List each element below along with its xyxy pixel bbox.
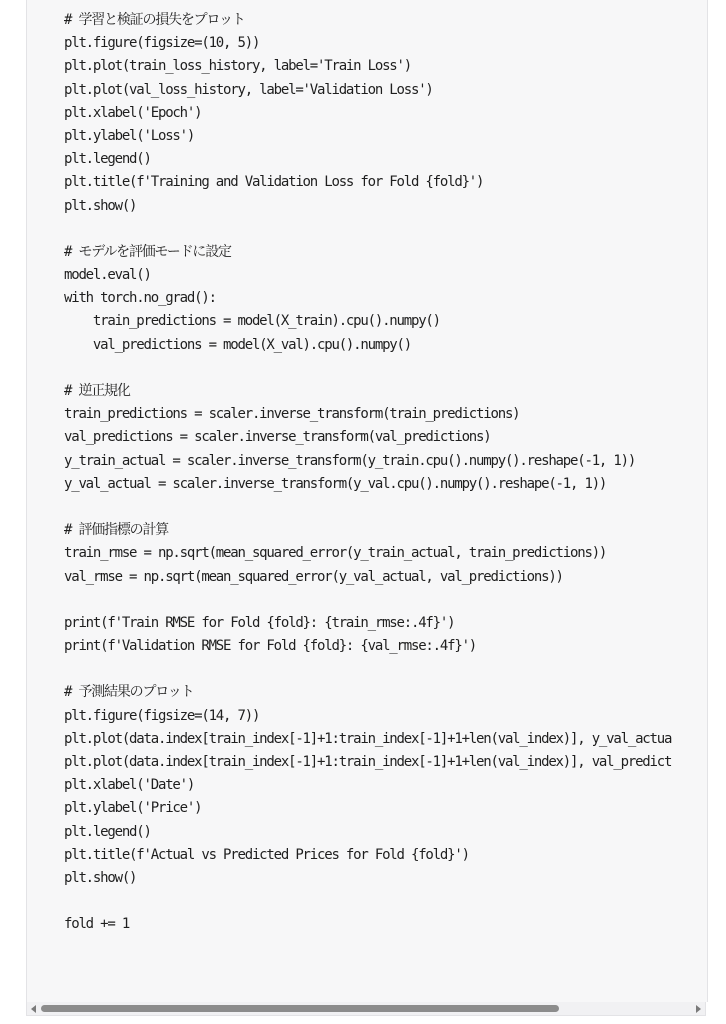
code-line: plt.xlabel('Date') bbox=[64, 777, 195, 794]
code-line: val_predictions = scaler.inverse_transform(val_predictions) bbox=[64, 429, 491, 446]
code-line bbox=[64, 496, 671, 519]
code-block[interactable] bbox=[26, 0, 708, 1002]
code-line: with torch.no_grad(): bbox=[64, 290, 216, 307]
code-line: plt.plot(data.index[train_index[-1]+1:train_index[-1]+1+len(val_index)], val_predict bbox=[64, 754, 672, 770]
code-comment-line: # 評価指標の計算 bbox=[64, 522, 169, 539]
code-line: train_predictions = scaler.inverse_transform(train_predictions) bbox=[64, 406, 520, 423]
code-line bbox=[64, 218, 671, 241]
code-line bbox=[64, 658, 671, 681]
code-line bbox=[64, 589, 671, 612]
code-comment-line: # 逆正規化 bbox=[64, 383, 130, 399]
code-line: plt.legend() bbox=[64, 151, 151, 168]
code-comment-line: # モデルを評価モードに設定 bbox=[64, 243, 231, 260]
code-line: val_rmse = np.sqrt(mean_squared_error(y_val_actual, val_predictions)) bbox=[64, 568, 563, 585]
code-line: y_train_actual = scaler.inverse_transform(y_train.cpu().numpy().reshape(-1, 1)) bbox=[64, 452, 636, 469]
code-line bbox=[64, 357, 671, 380]
code-line: model.eval() bbox=[64, 267, 151, 284]
code-line bbox=[64, 890, 671, 913]
code-line: fold += 1 bbox=[64, 916, 130, 933]
code-line: train_predictions = model(X_train).cpu().numpy() bbox=[64, 313, 440, 330]
code-line: print(f'Train RMSE for Fold {fold}: {train_rmse:.4f}') bbox=[64, 614, 455, 631]
chevron-left-icon[interactable] bbox=[31, 1005, 36, 1013]
code-line: plt.title(f'Actual vs Predicted Prices for Fold {fold}') bbox=[64, 846, 469, 863]
chevron-right-icon[interactable] bbox=[696, 1005, 701, 1013]
code-line: plt.figure(figsize=(14, 7)) bbox=[64, 707, 260, 724]
scrollbar-thumb[interactable] bbox=[41, 1005, 559, 1012]
horizontal-scrollbar[interactable] bbox=[26, 1002, 706, 1016]
code-line: print(f'Validation RMSE for Fold {fold}: {val_rmse:.4f}') bbox=[64, 638, 477, 655]
code-line: plt.xlabel('Epoch') bbox=[64, 104, 202, 121]
code-line: plt.plot(train_loss_history, label='Train Loss') bbox=[64, 58, 411, 75]
code-line: val_predictions = model(X_val).cpu().numpy() bbox=[64, 336, 411, 353]
code-line: plt.figure(figsize=(10, 5)) bbox=[64, 35, 260, 52]
code-line: y_val_actual = scaler.inverse_transform(y_val.cpu().numpy().reshape(-1, 1)) bbox=[64, 475, 607, 492]
code-lines bbox=[64, 9, 671, 937]
code-line: plt.ylabel('Loss') bbox=[64, 127, 195, 144]
code-comment-line: # 学習と検証の損失をプロット bbox=[64, 12, 245, 28]
code-line: plt.plot(data.index[train_index[-1]+1:train_index[-1]+1+len(val_index)], y_val_actua bbox=[64, 730, 672, 747]
code-line: plt.show() bbox=[64, 197, 137, 214]
code-line: plt.legend() bbox=[64, 823, 151, 840]
code-line: plt.ylabel('Price') bbox=[64, 800, 202, 817]
code-line: plt.show() bbox=[64, 869, 137, 886]
code-line: plt.plot(val_loss_history, label='Validation Loss') bbox=[64, 81, 433, 98]
code-comment-line: # 予測結果のプロット bbox=[64, 684, 194, 701]
code-line: plt.title(f'Training and Validation Loss for Fold {fold}') bbox=[64, 174, 484, 191]
code-line: train_rmse = np.sqrt(mean_squared_error(y_train_actual, train_predictions)) bbox=[64, 545, 607, 562]
